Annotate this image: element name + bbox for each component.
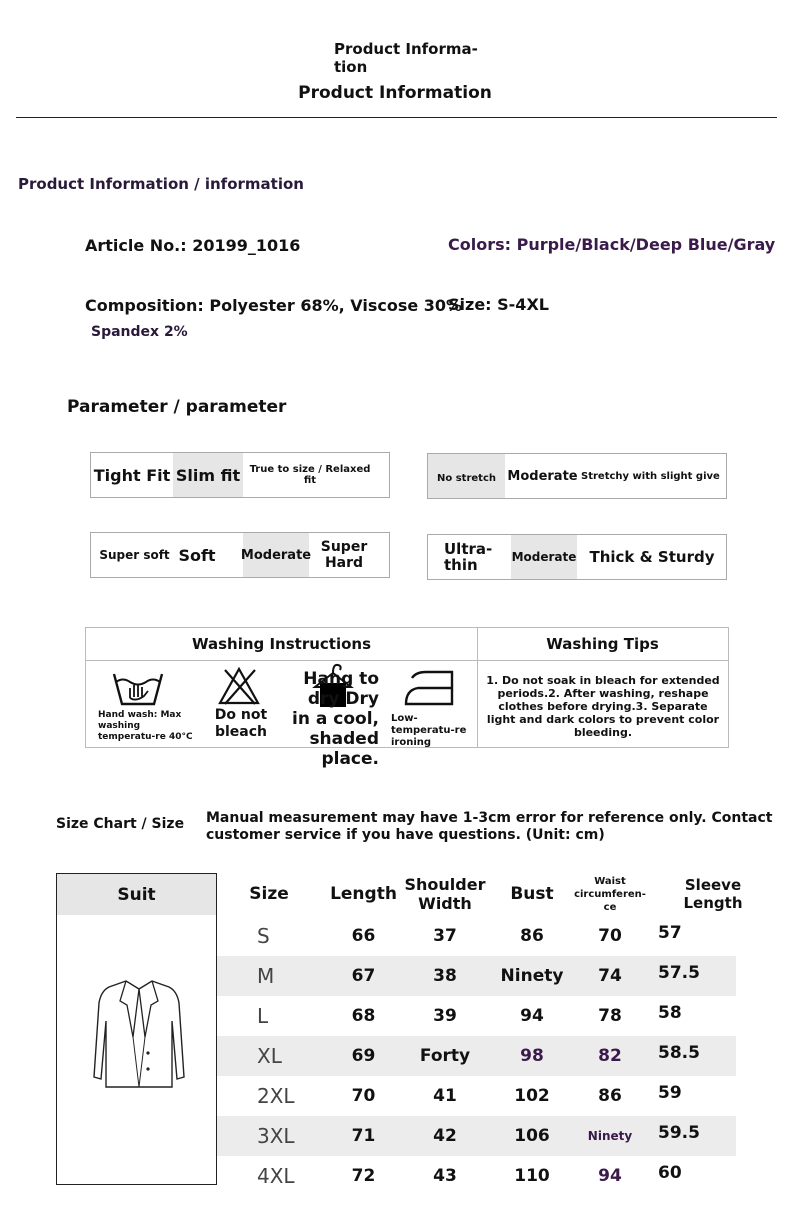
suit-panel xyxy=(56,873,217,1185)
cell-sleeve: 59.5 xyxy=(658,1123,700,1143)
cell-size: 4XL xyxy=(257,1164,295,1188)
fit-scale xyxy=(90,452,390,498)
size-text: Size: S-4XL xyxy=(448,295,549,314)
col-shoulder: Shoulder Width xyxy=(404,875,486,913)
size-chart-heading: Size Chart / Size xyxy=(56,816,185,832)
stretch-scale xyxy=(427,453,727,499)
softness-scale xyxy=(90,532,390,578)
cell-waist: 70 xyxy=(598,926,622,946)
cell-shoulder: 37 xyxy=(433,926,457,946)
cell-sleeve: 59 xyxy=(658,1083,682,1103)
cell-shoulder: 38 xyxy=(433,966,457,986)
thick-ultra: Ultra- thin xyxy=(444,540,493,574)
cell-bust: 102 xyxy=(514,1086,550,1106)
cell-size: 2XL xyxy=(257,1084,295,1108)
suit-label: Suit xyxy=(57,874,216,915)
cell-sleeve: 60 xyxy=(658,1163,682,1183)
thickness-scale xyxy=(427,534,727,580)
cell-length: 67 xyxy=(351,966,376,986)
low-iron-label: Low-temperatu-re ironing xyxy=(391,713,467,748)
title-small: Product Informa- tion xyxy=(334,40,478,76)
fit-tight: Tight Fit xyxy=(93,465,171,485)
washing-tips-text: 1. Do not soak in bleach for extended periods.2. After washing, reshape clothes before drying.3. Separate light and dark colors to prevent color bleeding. xyxy=(486,674,720,739)
cell-waist: 94 xyxy=(598,1166,622,1186)
cell-waist: 82 xyxy=(598,1046,622,1066)
composition-text: Composition: Polyester 68%, Viscose 30% xyxy=(85,296,463,315)
soft-moderate: Moderate xyxy=(243,533,309,577)
cell-bust: 110 xyxy=(514,1166,550,1186)
washing-instructions-header: Washing Instructions xyxy=(86,628,477,661)
table-row xyxy=(217,956,736,996)
stretch-moderate: Moderate xyxy=(507,468,578,484)
table-row xyxy=(217,1116,736,1156)
cell-bust: 86 xyxy=(520,926,544,946)
col-waist: Waist circumferen- ce xyxy=(574,875,646,913)
col-bust: Bust xyxy=(510,884,554,904)
iron-icon xyxy=(402,668,458,710)
cell-shoulder: 43 xyxy=(433,1166,457,1186)
soft-hard: Super Hard xyxy=(320,539,368,571)
cell-size: L xyxy=(257,1004,269,1028)
hang-dry-label: Hang to dry Dry in a cool, shaded place. xyxy=(292,669,379,769)
no-bleach-icon xyxy=(217,666,261,706)
colors-text: Colors: Purple/Black/Deep Blue/Gray xyxy=(448,235,776,254)
info-heading: Product Information / information xyxy=(18,175,304,193)
cell-waist: 86 xyxy=(598,1086,622,1106)
cell-length: 71 xyxy=(351,1126,376,1146)
thick-moderate: Moderate xyxy=(511,535,577,579)
cell-shoulder: 42 xyxy=(433,1126,457,1146)
parameter-heading: Parameter / parameter xyxy=(67,397,287,417)
soft-soft: Soft xyxy=(178,545,216,565)
jacket-icon xyxy=(93,977,185,1101)
stretch-none: No stretch xyxy=(428,454,505,498)
header-divider xyxy=(16,117,777,118)
thick-sturdy: Thick & Sturdy xyxy=(589,548,715,566)
cell-length: 70 xyxy=(351,1086,376,1106)
cell-bust: 106 xyxy=(514,1126,550,1146)
table-row xyxy=(217,1036,736,1076)
article-number: Article No.: 20199_1016 xyxy=(85,236,301,255)
cell-length: 72 xyxy=(351,1166,376,1186)
cell-bust: 94 xyxy=(520,1006,544,1026)
col-length: Length xyxy=(330,884,397,904)
cell-size: 3XL xyxy=(257,1124,295,1148)
stretch-give: Stretchy with slight give xyxy=(581,470,720,482)
table-row xyxy=(217,1076,736,1116)
spandex-text: Spandex 2% xyxy=(91,324,188,340)
no-bleach-label: Do not bleach xyxy=(214,707,268,740)
size-chart-note: Manual measurement may have 1-3cm error for reference only. Contact customer service if you have questions. (Unit: cm) xyxy=(206,810,773,843)
page-title: Product Information xyxy=(298,83,492,103)
cell-sleeve: 57.5 xyxy=(658,963,700,983)
table-row xyxy=(217,916,736,956)
fit-relaxed: True to size / Relaxed fit xyxy=(249,464,371,486)
cell-size: S xyxy=(257,924,270,948)
cell-waist: 74 xyxy=(598,966,622,986)
cell-bust: Ninety xyxy=(500,966,564,986)
fit-slim: Slim fit xyxy=(173,453,243,497)
table-row xyxy=(217,1156,736,1196)
col-sleeve: Sleeve Length xyxy=(683,876,743,912)
cell-shoulder: Forty xyxy=(419,1046,471,1066)
washing-tips-header: Washing Tips xyxy=(477,628,728,661)
col-size: Size xyxy=(249,884,289,904)
cell-sleeve: 58.5 xyxy=(658,1043,700,1063)
cell-size: M xyxy=(257,964,275,988)
cell-shoulder: 41 xyxy=(433,1086,457,1106)
washing-table xyxy=(85,627,729,769)
table-row xyxy=(217,996,736,1036)
cell-size: XL xyxy=(257,1044,282,1068)
cell-length: 69 xyxy=(351,1046,376,1066)
cell-waist: 78 xyxy=(598,1006,622,1026)
cell-sleeve: 57 xyxy=(658,923,682,943)
hand-wash-icon xyxy=(110,666,166,710)
cell-shoulder: 39 xyxy=(433,1006,457,1026)
cell-length: 66 xyxy=(351,926,376,946)
cell-bust: 98 xyxy=(520,1046,544,1066)
cell-waist: Ninety xyxy=(587,1129,633,1143)
hand-wash-label: Hand wash: Max washing temperatu-re 40°C xyxy=(98,710,193,742)
soft-super: Super soft xyxy=(99,548,170,562)
cell-length: 68 xyxy=(351,1006,376,1026)
cell-sleeve: 58 xyxy=(658,1003,682,1023)
